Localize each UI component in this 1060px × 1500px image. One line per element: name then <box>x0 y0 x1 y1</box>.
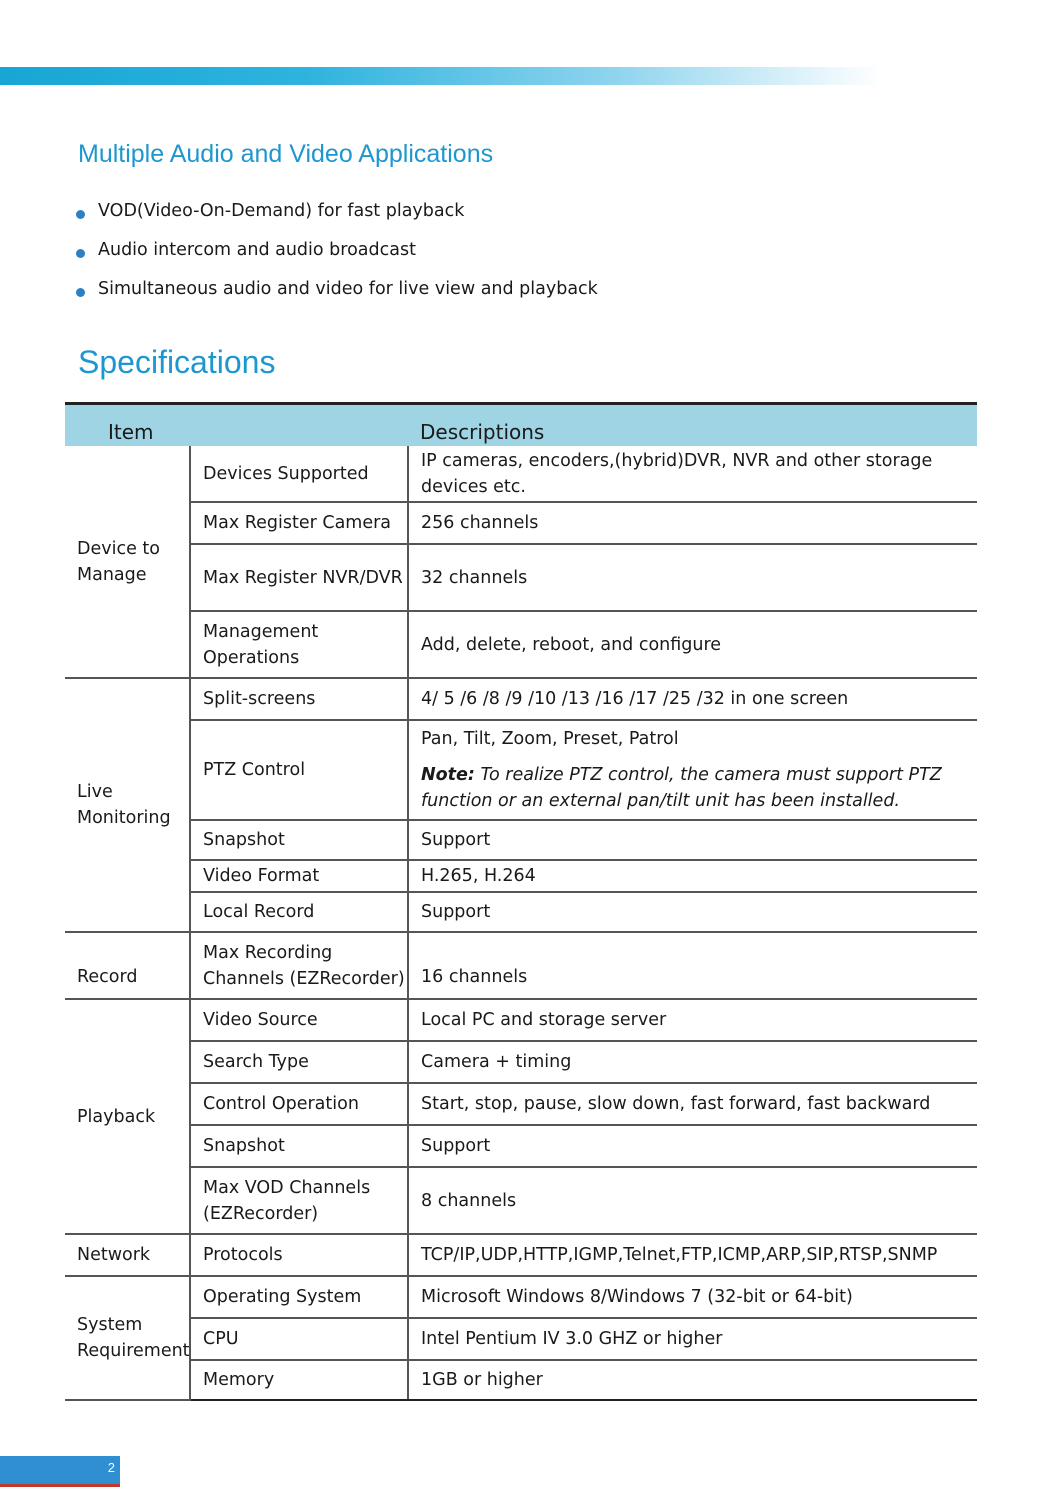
category-cell: Device to Manage <box>65 446 190 678</box>
item-cell: Max VOD Channels (EZRecorder) <box>190 1167 408 1234</box>
table-row <box>65 446 977 502</box>
specifications-table <box>65 402 977 1401</box>
column-header-descriptions: Descriptions <box>420 420 545 444</box>
table-row <box>65 1083 977 1125</box>
table-row <box>65 820 977 860</box>
table-row <box>65 1360 977 1400</box>
bullet-icon <box>76 210 85 219</box>
feature-list <box>76 196 598 313</box>
description-cell: 4/ 5 /6 /8 /9 /10 /13 /16 /17 /25 /32 in one screen <box>408 678 977 720</box>
description-cell: Support <box>408 892 977 932</box>
description-cell: 8 channels <box>408 1167 977 1234</box>
item-cell: Video Source <box>190 999 408 1041</box>
list-item <box>76 235 598 274</box>
description-cell: 16 channels <box>408 932 977 999</box>
ptz-functions-text: Pan, Tilt, Zoom, Preset, Patrol <box>421 729 679 749</box>
page-number-box <box>0 1456 120 1487</box>
list-item-text: Audio intercom and audio broadcast <box>98 240 416 260</box>
description-cell: H.265, H.264 <box>408 860 977 892</box>
bullet-icon <box>76 288 85 297</box>
category-cell: Record <box>65 932 190 999</box>
table-row <box>65 1041 977 1083</box>
table-row <box>65 1234 977 1276</box>
description-cell: Start, stop, pause, slow down, fast forward, fast backward <box>408 1083 977 1125</box>
table-row <box>65 544 977 611</box>
description-cell: 32 channels <box>408 544 977 611</box>
category-cell: Playback <box>65 999 190 1234</box>
top-decorative-band <box>0 67 880 85</box>
table-row <box>65 611 977 678</box>
ptz-note <box>421 762 977 814</box>
description-cell: TCP/IP,UDP,HTTP,IGMP,Telnet,FTP,ICMP,ARP,SIP,RTSP,SNMP <box>408 1234 977 1276</box>
list-item-text: VOD(Video-On-Demand) for fast playback <box>98 201 465 221</box>
description-cell: Camera + timing <box>408 1041 977 1083</box>
features-heading: Multiple Audio and Video Applications <box>78 140 494 168</box>
description-cell: Support <box>408 1125 977 1167</box>
category-cell: Network <box>65 1234 190 1276</box>
item-cell: Memory <box>190 1360 408 1400</box>
table-row <box>65 1276 977 1318</box>
table-row <box>65 502 977 544</box>
item-cell: Max Register NVR/DVR <box>190 544 408 611</box>
item-cell: Search Type <box>190 1041 408 1083</box>
description-cell: Intel Pentium IV 3.0 GHZ or higher <box>408 1318 977 1360</box>
table-row <box>65 1125 977 1167</box>
item-cell: Devices Supported <box>190 446 408 502</box>
description-cell: Support <box>408 820 977 860</box>
item-cell: Max Register Camera <box>190 502 408 544</box>
item-cell: Protocols <box>190 1234 408 1276</box>
item-cell: Local Record <box>190 892 408 932</box>
note-text: To realize PTZ control, the camera must support PTZ function or an external pan/tilt unit has been installed. <box>421 765 942 811</box>
description-cell: IP cameras, encoders,(hybrid)DVR, NVR and other storage devices etc. <box>408 446 977 502</box>
table-row <box>65 892 977 932</box>
note-label: Note: <box>421 765 475 785</box>
table-row <box>65 999 977 1041</box>
specs-heading: Specifications <box>78 344 276 380</box>
description-cell: 1GB or higher <box>408 1360 977 1400</box>
item-cell: Management Operations <box>190 611 408 678</box>
list-item <box>76 196 598 235</box>
category-cell: System Requirement <box>65 1276 190 1400</box>
column-header-item: Item <box>108 420 154 444</box>
bullet-icon <box>76 249 85 258</box>
item-cell: Split-screens <box>190 678 408 720</box>
item-cell: Control Operation <box>190 1083 408 1125</box>
description-cell: 256 channels <box>408 502 977 544</box>
item-cell: Video Format <box>190 860 408 892</box>
table-row <box>65 1167 977 1234</box>
item-cell: Operating System <box>190 1276 408 1318</box>
item-cell: Snapshot <box>190 820 408 860</box>
table-row <box>65 678 977 720</box>
table-header-row <box>65 404 977 447</box>
table-row <box>65 1318 977 1360</box>
description-cell <box>408 720 977 820</box>
list-item <box>76 274 598 313</box>
item-cell: Max Recording Channels (EZRecorder) <box>190 932 408 999</box>
description-cell: Microsoft Windows 8/Windows 7 (32-bit or 64-bit) <box>408 1276 977 1318</box>
table-row <box>65 720 977 820</box>
page-number: 2 <box>107 1460 115 1475</box>
description-cell: Local PC and storage server <box>408 999 977 1041</box>
description-cell: Add, delete, reboot, and configure <box>408 611 977 678</box>
item-cell: PTZ Control <box>190 720 408 820</box>
table-row <box>65 860 977 892</box>
table-row <box>65 932 977 999</box>
item-cell: CPU <box>190 1318 408 1360</box>
item-cell: Snapshot <box>190 1125 408 1167</box>
list-item-text: Simultaneous audio and video for live view and playback <box>98 279 598 299</box>
category-cell: Live Monitoring <box>65 678 190 932</box>
